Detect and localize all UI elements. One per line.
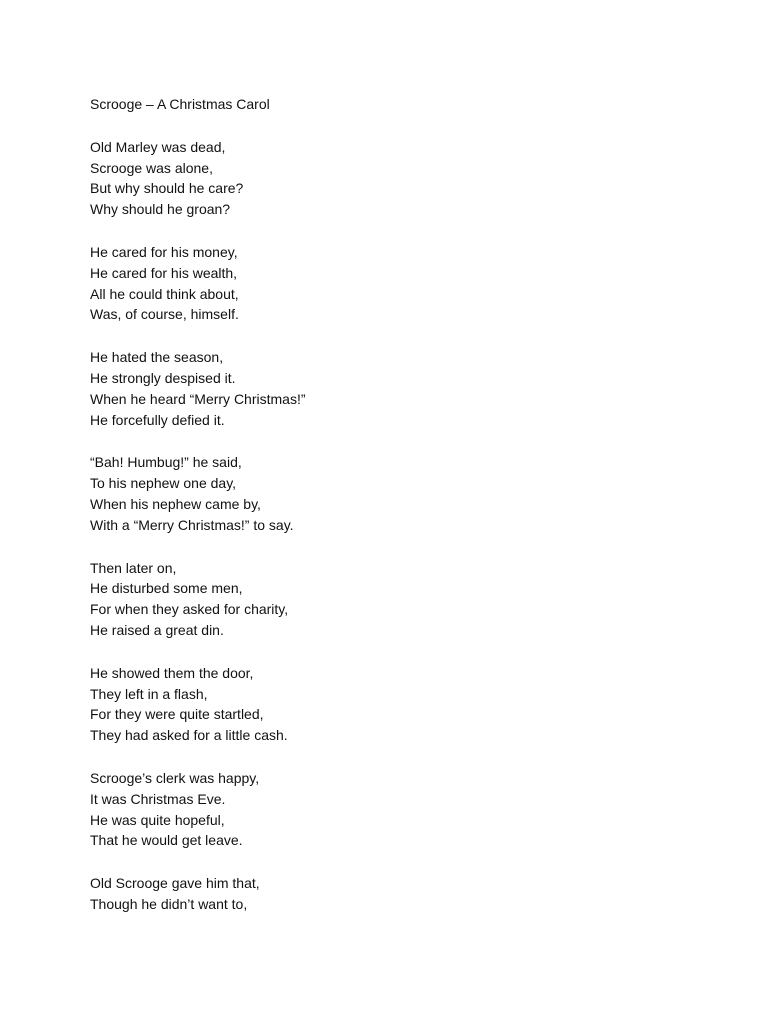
poem-line: That he would get leave. — [90, 832, 243, 849]
stanza-8 — [90, 873, 710, 915]
stanza-6 — [90, 663, 710, 746]
stanza-2 — [90, 242, 710, 325]
poem-line: He was quite hopeful, — [90, 811, 225, 828]
poem-line: Was, of course, himself. — [90, 306, 239, 323]
poem-line: They had asked for a little cash. — [90, 727, 288, 744]
poem-line: He strongly despised it. — [90, 369, 236, 386]
poem-line: It was Christmas Eve. — [90, 790, 226, 807]
poem-line: When he heard “Merry Christmas!” — [90, 390, 306, 407]
poem-line: He forcefully defied it. — [90, 411, 225, 428]
poem-line: Old Marley was dead, — [90, 138, 226, 155]
poem-line: Scrooge was alone, — [90, 159, 213, 176]
poem-line: When his nephew came by, — [90, 495, 261, 512]
poem-title: Scrooge – A Christmas Carol — [90, 96, 270, 112]
poem-line: He showed them the door, — [90, 664, 254, 681]
poem-line: Scrooge’s clerk was happy, — [90, 769, 260, 786]
poem-line: He hated the season, — [90, 349, 224, 366]
poem-line: He cared for his wealth, — [90, 264, 238, 281]
poem-line: He disturbed some men, — [90, 580, 243, 597]
poem-line: He cared for his money, — [90, 243, 238, 260]
stanza-1 — [90, 137, 710, 220]
poem-line: “Bah! Humbug!” he said, — [90, 454, 242, 471]
poem-line: With a “Merry Christmas!” to say. — [90, 516, 294, 533]
poem-line: They left in a flash, — [90, 685, 208, 702]
poem-line: But why should he care? — [90, 180, 244, 197]
poem-line: Then later on, — [90, 559, 177, 576]
stanza-5 — [90, 558, 710, 641]
stanza-4 — [90, 452, 710, 535]
poem-line: For when they asked for charity, — [90, 601, 289, 618]
poem-line: Why should he groan? — [90, 201, 231, 218]
poem-line: All he could think about, — [90, 285, 239, 302]
poem-line: To his nephew one day, — [90, 475, 237, 492]
stanza-3 — [90, 347, 710, 430]
poem-body — [90, 94, 710, 937]
poem-line: Old Scrooge gave him that, — [90, 875, 260, 892]
poem-line: Though he didn’t want to, — [90, 895, 248, 912]
poem-line: For they were quite startled, — [90, 706, 264, 723]
poem-line: He raised a great din. — [90, 621, 224, 638]
stanza-7 — [90, 768, 710, 851]
